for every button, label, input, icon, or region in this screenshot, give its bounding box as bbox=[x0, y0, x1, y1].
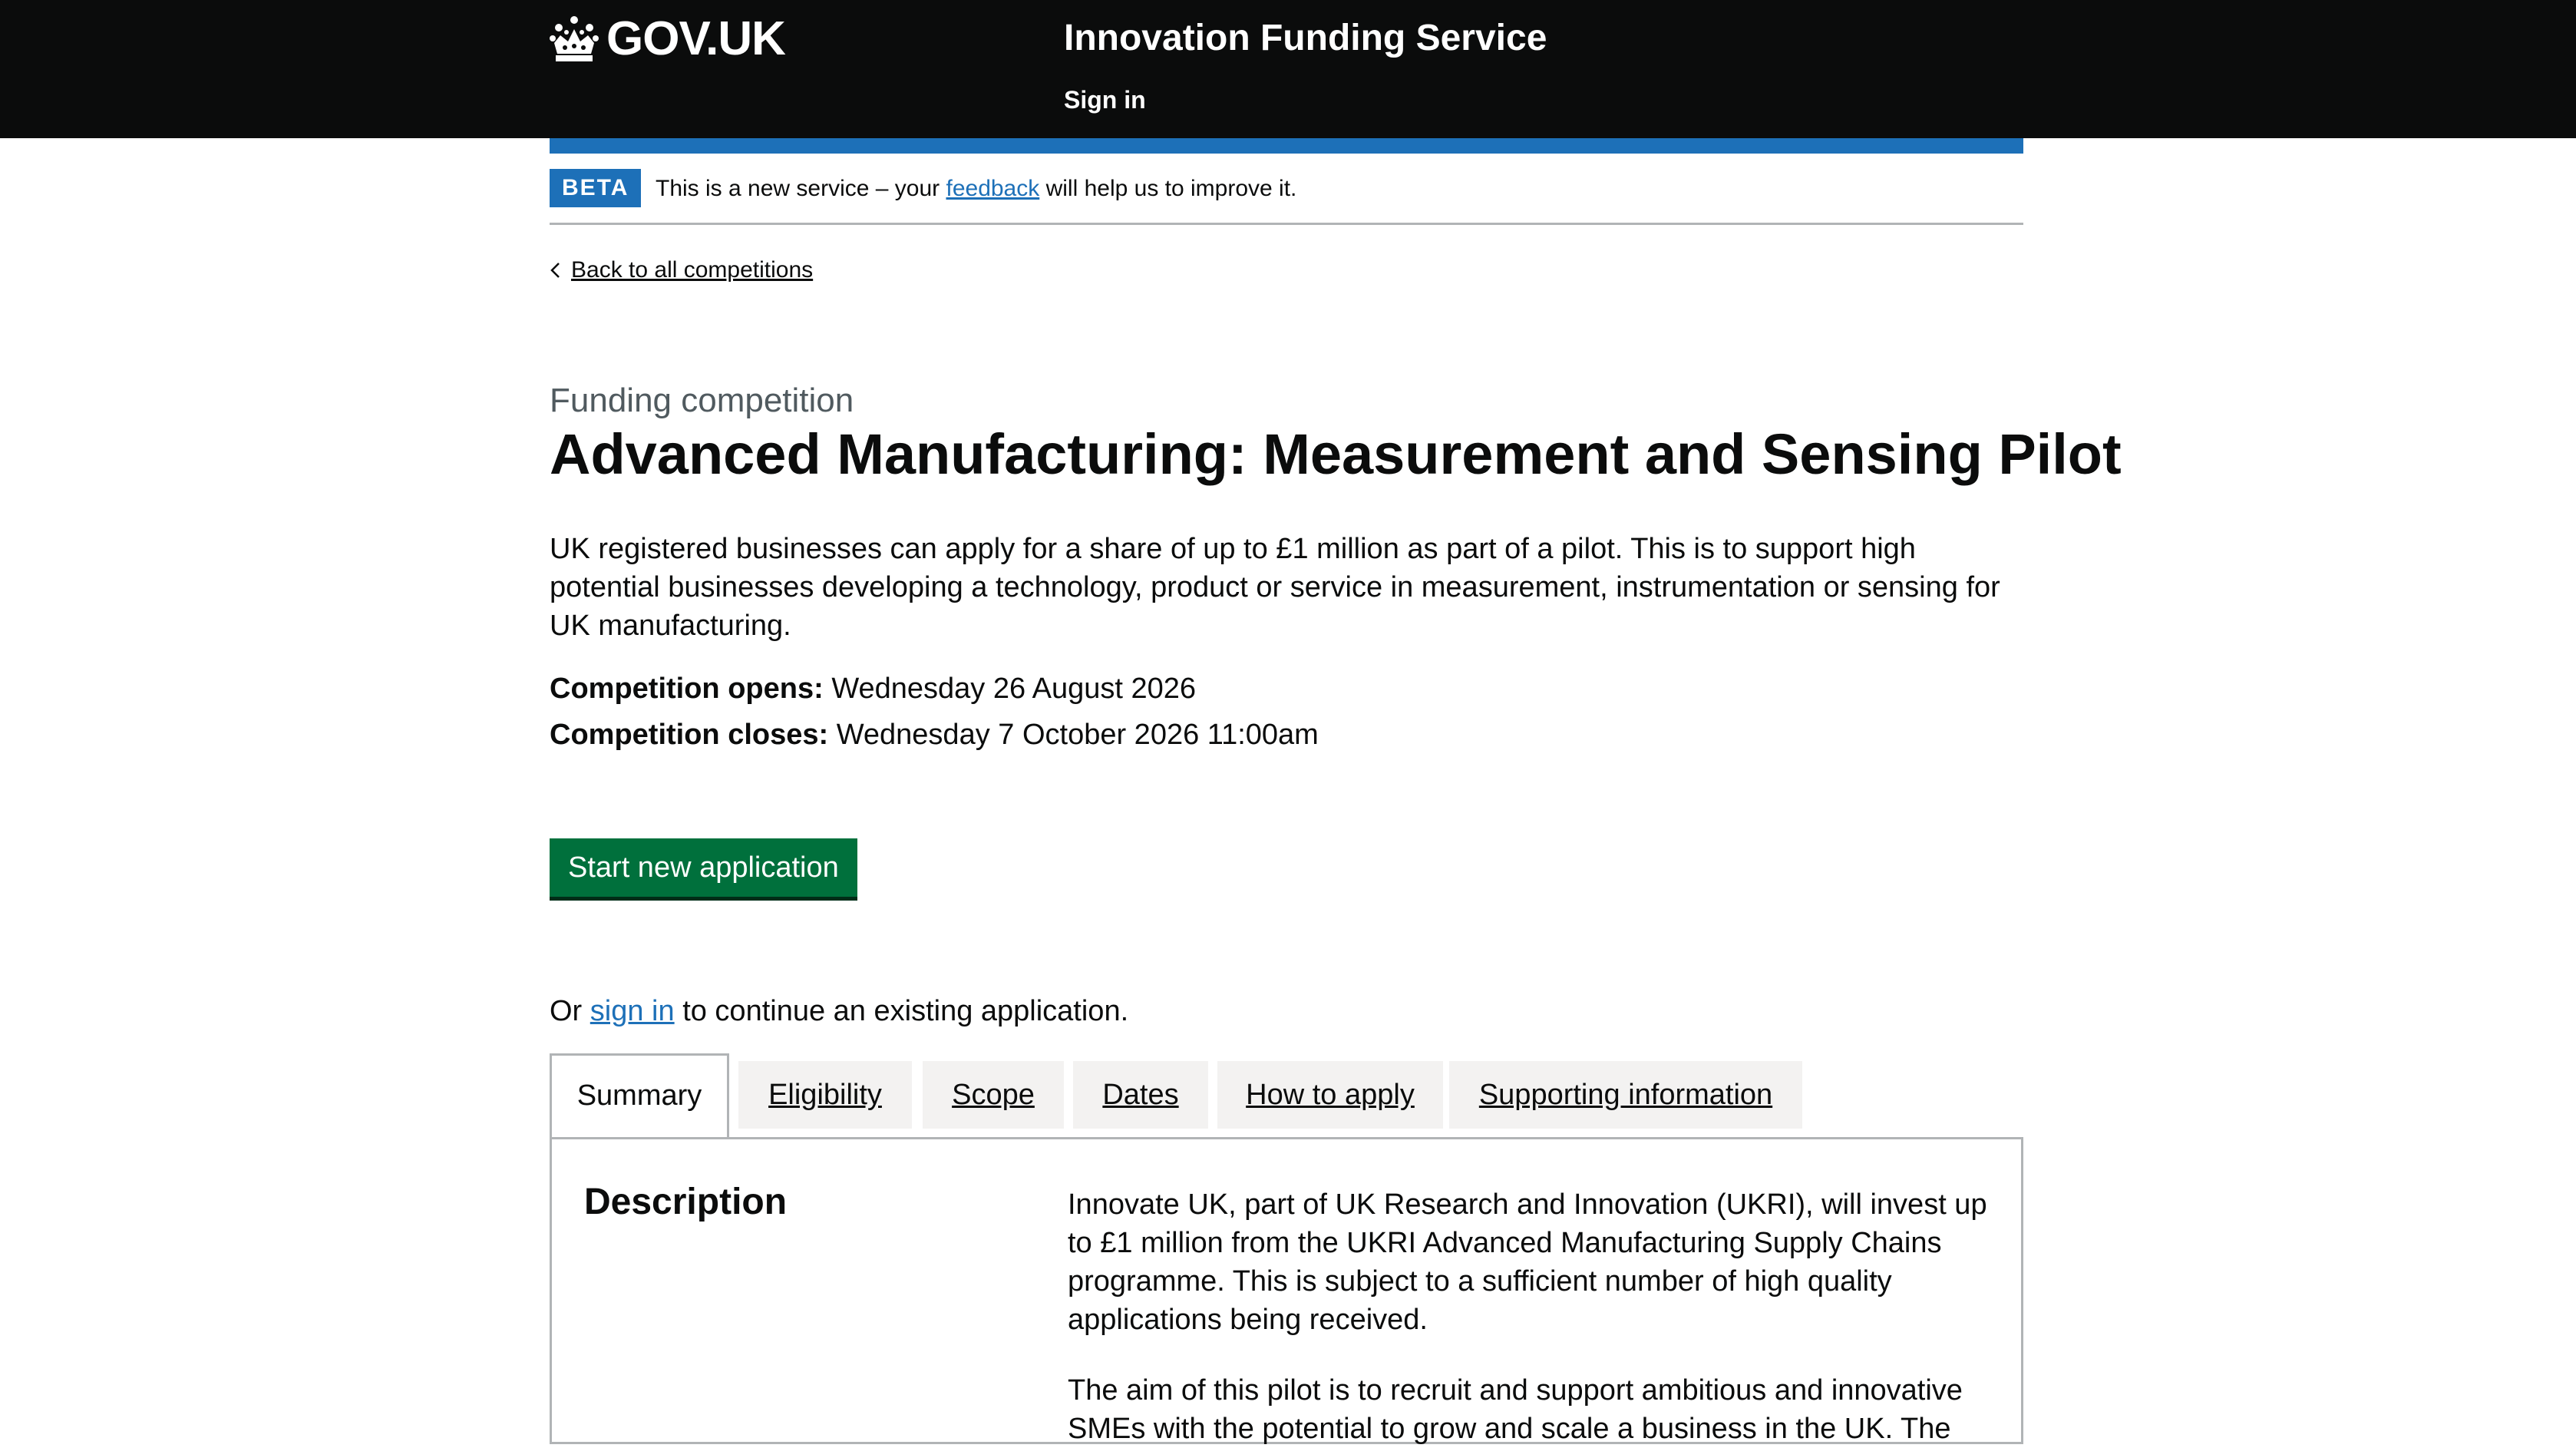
opens-value: Wednesday 26 August 2026 bbox=[831, 673, 1196, 705]
phase-banner bbox=[550, 154, 2023, 225]
header-accent-bar bbox=[550, 138, 2023, 154]
competition-summary: UK registered businesses can apply for a share of up to £1 million as part of a pilot. This is to support high potential businesses developing a technology, product or service in measurement, instrumentation or sensing for UK manufacturing. bbox=[550, 533, 2000, 642]
description-heading: Description bbox=[584, 1182, 788, 1222]
site-header bbox=[0, 0, 2576, 138]
tab-dates[interactable]: Dates bbox=[1073, 1061, 1208, 1129]
phase-text-before: This is a new service – your bbox=[656, 176, 940, 201]
crown-icon bbox=[550, 15, 599, 63]
back-link-container bbox=[550, 253, 813, 287]
start-new-application-button[interactable]: Start new application bbox=[550, 838, 857, 897]
tab-summary[interactable]: Summary bbox=[550, 1053, 729, 1139]
tab-how-to-apply[interactable]: How to apply bbox=[1217, 1061, 1443, 1129]
service-name[interactable]: Innovation Funding Service bbox=[1064, 18, 1547, 58]
page-title: Advanced Manufacturing: Measurement and Sensing Pilot bbox=[550, 422, 2122, 486]
competition-opens bbox=[550, 669, 1196, 708]
sign-in-prompt bbox=[550, 992, 1128, 1030]
phase-text-after: will help us to improve it. bbox=[1045, 176, 1297, 201]
description-paragraph: The aim of this pilot is to recruit and support ambitious and innovative SMEs with the potential to grow and scale a business in the UK. The bbox=[1068, 1374, 1963, 1445]
competition-closes bbox=[550, 716, 1319, 754]
beta-tag: BETA bbox=[550, 169, 641, 207]
nav-sign-in-link[interactable]: Sign in bbox=[1064, 86, 1146, 114]
tab-eligibility[interactable]: Eligibility bbox=[738, 1061, 912, 1129]
tab-supporting-information[interactable]: Supporting information bbox=[1449, 1061, 1802, 1129]
logo-text: GOV.UK bbox=[606, 12, 785, 65]
continue-text: to continue an existing application. bbox=[682, 995, 1129, 1027]
summary-panel bbox=[550, 1137, 2023, 1444]
tab-scope[interactable]: Scope bbox=[923, 1061, 1064, 1129]
back-to-competitions-link[interactable]: Back to all competitions bbox=[571, 257, 814, 283]
chevron-left-icon bbox=[550, 262, 560, 279]
closes-label: Competition closes: bbox=[550, 719, 829, 751]
govuk-logo[interactable] bbox=[550, 12, 785, 66]
or-text: Or bbox=[550, 995, 583, 1027]
description-paragraph: Innovate UK, part of UK Research and Innovation (UKRI), will invest up to £1 million from the UKRI Advanced Manufacturing Supply Chains programme. This is subject to a sufficient number of high quality applications being received. bbox=[1068, 1188, 1987, 1336]
feedback-link[interactable]: feedback bbox=[946, 176, 1040, 201]
sign-in-link[interactable]: sign in bbox=[590, 995, 675, 1027]
phase-banner-text bbox=[656, 172, 1296, 206]
page-caption: Funding competition bbox=[550, 382, 854, 419]
closes-value: Wednesday 7 October 2026 11:00am bbox=[836, 719, 1319, 751]
tab-list bbox=[550, 1053, 2023, 1139]
opens-label: Competition opens: bbox=[550, 673, 824, 705]
